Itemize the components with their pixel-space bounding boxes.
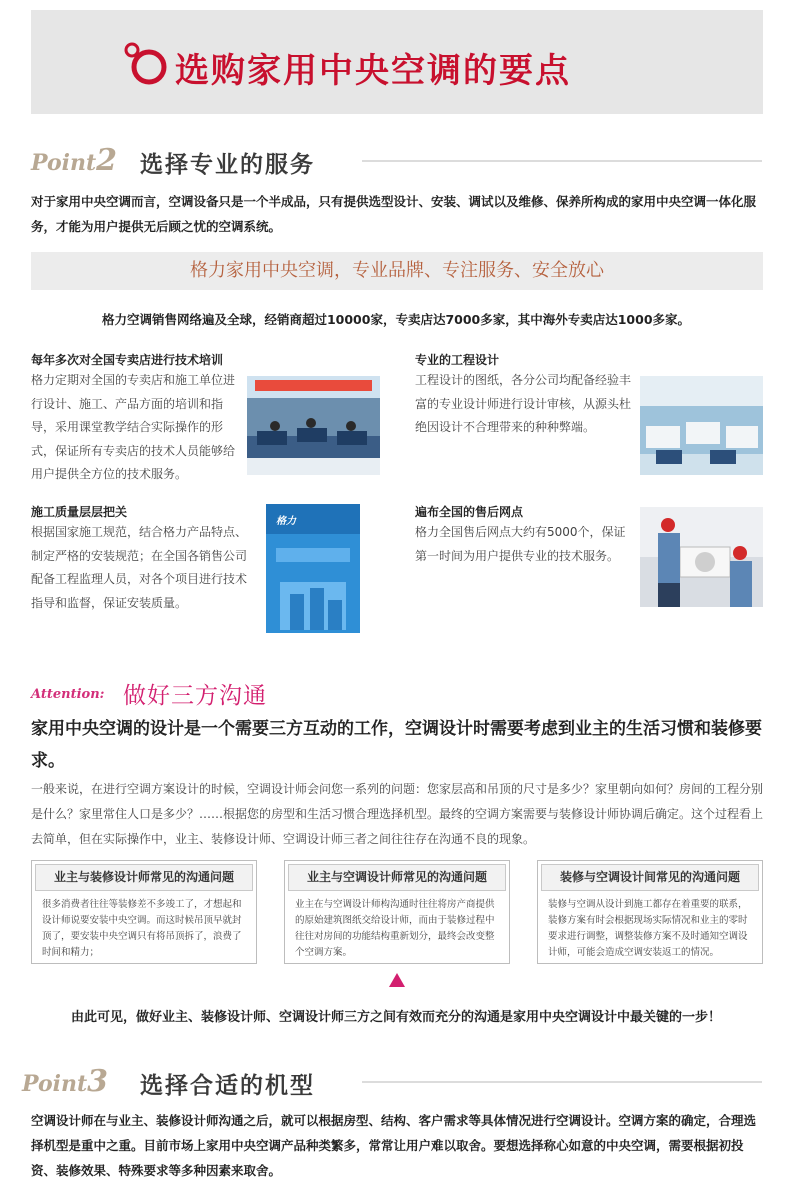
point3-text: 空调设计师在与业主、装修设计师沟通之后，就可以根据房型、结构、客户需求等具体情况进行空调设计。空调方案的确定，合理选择机型是重中之重。目前市场上家用中央空调产品种类繁多，常常让用户难以取舍。要想选择称心如意的中央空调，需要根据初投资、装修效果、特殊要求等多种因素来取舍。 bbox=[31, 1113, 757, 1178]
manual-logo: 格力 bbox=[276, 516, 296, 527]
sales-network: 格力空调销售网络遍及全球，经销商超过10000家，专卖店达7000多家，其中海外专卖店达1000多家。 bbox=[101, 312, 691, 327]
circle-logo-icon bbox=[123, 40, 169, 86]
feature-quality-title: 施工质量层层把关 bbox=[31, 505, 128, 519]
point2-intro: 对于家用中央空调而言，空调设备只是一个半成品，只有提供选型设计、安装、调试以及维修、保养所构成的家用中央空调一体化服务，才能为用户提供无后顾之忧的空调系统。 bbox=[31, 194, 757, 234]
brand-slogan: 格力家用中央空调，专业品牌、专注服务、安全放心 bbox=[31, 252, 763, 290]
decorator-ac-issues-title: 装修与空调设计间常见的沟通问题 bbox=[541, 864, 759, 891]
point3-label bbox=[22, 1064, 108, 1099]
owner-ac-designer-issues-text: 业主在与空调设计师构沟通时往往将房产商提供的原始建筑图纸交给设计师，而由于装修过程中往往对房间的功能结构重新划分，最终会改变整个空调方案。 bbox=[295, 899, 495, 958]
feature-design-text: 工程设计的图纸，各分公司均配备经验丰富的专业设计师进行设计审核，从源头杜绝因设计不合理带来的种种弊端。 bbox=[415, 373, 632, 434]
header-banner bbox=[31, 10, 763, 114]
owner-ac-designer-issues-title: 业主与空调设计师常见的沟通问题 bbox=[288, 864, 506, 891]
point2-number: 2 bbox=[96, 143, 118, 178]
training-classroom-photo bbox=[247, 376, 380, 475]
page-title: 选购家用中央空调的要点 bbox=[175, 51, 571, 91]
point2-label bbox=[31, 143, 117, 178]
point2-title: 选择专业的服务 bbox=[140, 152, 315, 178]
feature-service-text: 格力全国售后网点大约有5000个，保证第一时间为用户提供专业的技术服务。 bbox=[415, 525, 626, 563]
feature-service-title: 遍布全国的售后网点 bbox=[415, 505, 524, 519]
service-technician-photo bbox=[640, 507, 763, 607]
point2-divider bbox=[362, 160, 762, 162]
installation-manual-photo bbox=[266, 504, 360, 633]
design-office-photo bbox=[640, 376, 763, 475]
owner-ac-designer-issues-box bbox=[284, 860, 510, 964]
decorator-ac-issues-box bbox=[537, 860, 763, 964]
attention-label: Attention: bbox=[31, 687, 105, 702]
decorator-ac-issues-text: 装修与空调从设计到施工都存在着重要的联系，装修方案有时会根据现场实际情况和业主的零时要求进行调整，调整装修方案不及时通知空调设计师，可能会造成空调安装返工的情况。 bbox=[548, 899, 748, 958]
feature-training-text: 格力定期对全国的专卖店和施工单位进行设计、施工、产品方面的培训和指导，采用课堂教学结合实际操作的形式，保证所有专卖店的技术人员能够给用户提供全方位的技术服务。 bbox=[31, 373, 236, 481]
feature-training-title: 每年多次对全国专卖店进行技术培训 bbox=[31, 353, 224, 367]
point3-number: 3 bbox=[87, 1064, 109, 1099]
feature-design-title: 专业的工程设计 bbox=[415, 353, 500, 367]
point2-label-text: Point bbox=[31, 150, 97, 176]
owner-decorator-issues-box bbox=[31, 860, 257, 964]
up-triangle-icon bbox=[389, 973, 405, 987]
attention-title: 做好三方沟通 bbox=[123, 683, 267, 709]
attention-body: 一般来说，在进行空调方案设计的时候，空调设计师会问您一系列的问题：您家层高和吊顶的尺寸是多少？家里朝向如何？房间的工程分别是什么？家里常住人口是多少？……根据您的房型和生活习惯合理选择机型。最终的空调方案需要与装修设计师协调后确定。这个过程看上去简单，但在实际操作中，业主、装修设计师、空调设计师三者之间往往存在沟通不良的现象。 bbox=[31, 782, 764, 846]
owner-decorator-issues-title: 业主与装修设计师常见的沟通问题 bbox=[35, 864, 253, 891]
attention-lead: 家用中央空调的设计是一个需要三方互动的工作，空调设计时需要考虑到业主的生活习惯和装修要求。 bbox=[31, 719, 762, 771]
point3-label-text: Point bbox=[22, 1071, 88, 1097]
owner-decorator-issues-text: 很多消费者往往等装修差不多竣工了，才想起和设计师说要安装中央空调。而这时候吊顶早就封顶了，要安装中央空调只有将吊顶拆了，浪费了时间和精力； bbox=[42, 899, 242, 958]
point3-divider bbox=[362, 1081, 762, 1083]
feature-quality-text: 根据国家施工规范，结合格力产品特点、制定严格的安装规范；在全国各销售公司配备工程监理人员，对各个项目进行技术指导和监督，保证安装质量。 bbox=[31, 525, 248, 610]
point3-title: 选择合适的机型 bbox=[140, 1073, 315, 1099]
attention-conclusion: 由此可见，做好业主、装修设计师、空调设计师三方之间有效而充分的沟通是家用中央空调设计中最关键的一步！ bbox=[70, 1010, 721, 1025]
